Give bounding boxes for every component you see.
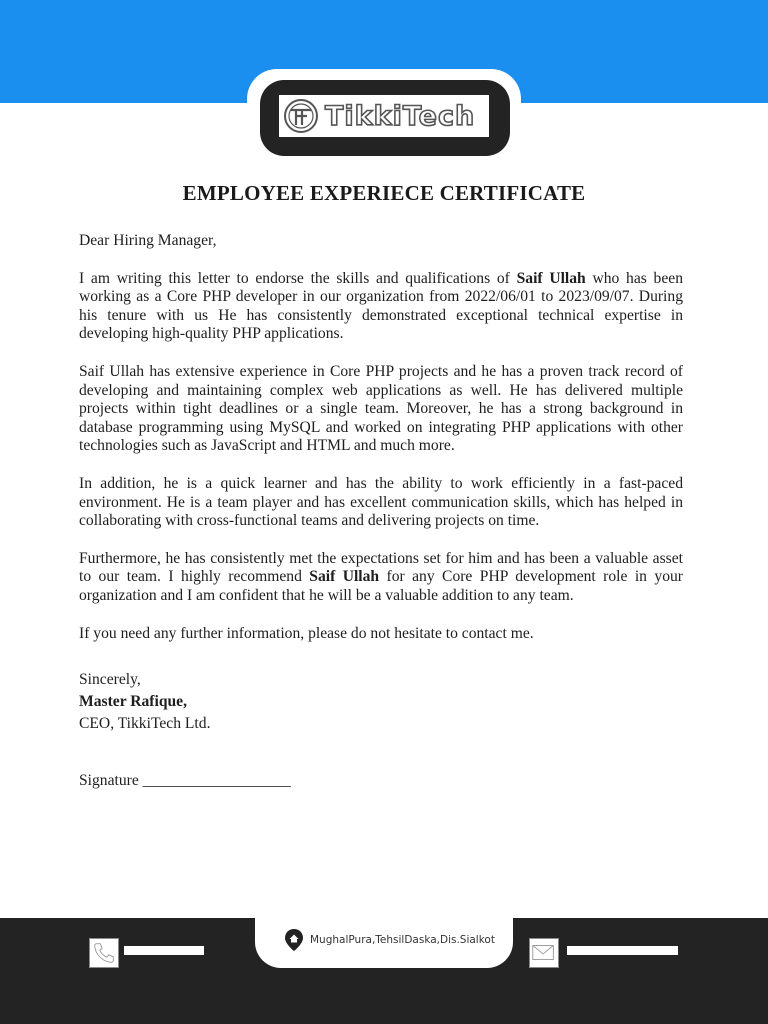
letter-body xyxy=(79,232,683,791)
phone-redaction xyxy=(124,946,204,955)
paragraph-3: In addition, he is a quick learner and has the ability to work efficiently in a fast-paced environment. He is a team player and has excellent communication skills, which has helped in collaborating with cross-functional teams and delivering projects on time. xyxy=(79,474,683,530)
mail-icon xyxy=(529,938,559,968)
company-logo xyxy=(279,95,489,137)
greeting: Dear Hiring Manager, xyxy=(79,232,217,249)
employee-name: Saif Ullah xyxy=(309,568,380,586)
paragraph-4: Furthermore, he has consistently met the expectations set for him and has been a valuable asset to our team. I highly recommend Saif Ullah for any Core PHP development role in your organization and I am confident that he will be a valuable addition to any team. xyxy=(79,549,683,604)
paragraph-2: Saif Ullah has extensive experience in Core PHP projects and he has a proven track record of developing and maintaining complex web applications as well. He has delivered multiple projects within tight deadlines or a single team. Moreover, he has a strong background in database programming using MySQL and worked on integrating PHP applications with other technologies such as JavaScript and HTML and much more. xyxy=(79,362,683,455)
footer-address xyxy=(284,928,495,952)
logo-text: TikkiTech xyxy=(325,100,476,132)
address-text: MughalPura,TehsilDaska,Dis.Sialkot xyxy=(310,934,495,946)
location-pin-icon xyxy=(284,928,304,952)
employee-name: Saif Ullah xyxy=(516,269,586,287)
valediction: Sincerely, xyxy=(79,671,141,689)
email-redaction xyxy=(567,946,678,955)
tikkitech-logo-icon xyxy=(283,98,319,134)
signer-title: CEO, TikkiTech Ltd. xyxy=(79,715,211,733)
signer-name: Master Rafique, xyxy=(79,693,187,711)
paragraph-5: If you need any further information, please do not hesitate to contact me. xyxy=(79,624,534,642)
certificate-title: EMPLOYEE EXPERIECE CERTIFICATE xyxy=(182,181,586,205)
paragraph-1: I am writing this letter to endorse the skills and qualifications of Saif Ullah who has been working as a Core PHP developer in our organization from 2022/06/01 to 2023/09/07. During his tenure with us He has consistently demonstrated exceptional technical expertise in developing high-quality PHP applications. xyxy=(79,269,683,343)
phone-icon xyxy=(89,938,119,968)
signature-line: Signature ___________________ xyxy=(79,772,291,790)
closing-block xyxy=(79,669,683,735)
